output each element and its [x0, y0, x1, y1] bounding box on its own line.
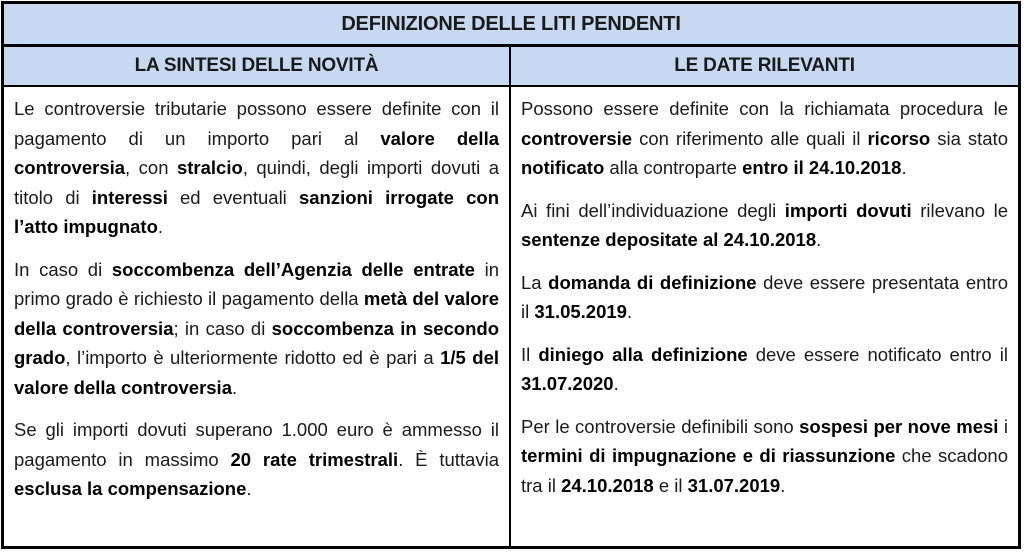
- text-run: domanda di definizione: [548, 271, 757, 293]
- column-header-sintesi-novita: LA SINTESI DELLE NOVITÀ: [4, 47, 511, 85]
- text-run: .: [626, 301, 633, 322]
- text-run: con riferimento alle quali il: [632, 127, 868, 149]
- text-run: sanzioni irrogate con l’atto impugnato: [14, 186, 499, 237]
- text-run: entro il 24.10.2018: [742, 157, 902, 178]
- column-header-row: [4, 47, 1018, 87]
- paragraph: [521, 412, 1008, 501]
- text-run: soccombenza dell’Agenzia delle entrate: [111, 258, 475, 280]
- text-run: .: [816, 229, 822, 250]
- text-run: esclusa la compensazione: [14, 478, 247, 499]
- column-header-date-rilevanti: LE DATE RILEVANTI: [674, 55, 855, 76]
- paragraph: [14, 94, 499, 242]
- text-run: 31.07.2020: [521, 373, 614, 394]
- content-row: [4, 87, 1018, 546]
- text-run: termini di impugnazione e di riassunzione: [521, 445, 896, 466]
- text-run: . È tuttavia: [398, 448, 499, 470]
- text-run: .: [232, 376, 238, 398]
- liti-pendenti-table: [1, 1, 1021, 549]
- paragraph: [521, 340, 1008, 399]
- text-run: e il: [653, 474, 688, 496]
- text-run: 1/5 del valore della controversia: [14, 347, 499, 398]
- text-run: 31.07.2019: [687, 474, 781, 496]
- text-run: notificato: [521, 157, 605, 178]
- text-run: ricorso: [867, 127, 931, 149]
- text-run: deve essere notificato entro il: [747, 343, 1008, 365]
- text-run: .: [901, 157, 907, 178]
- text-run: i: [998, 415, 1008, 437]
- paragraph: [521, 94, 1008, 183]
- text-run: Le controversie tributarie possono essere definite con il pagamento di un importo pari al: [14, 98, 499, 149]
- paragraph: [14, 415, 499, 504]
- text-run: Possono essere definite con la richiamata procedura le: [521, 98, 1008, 119]
- text-run: Per le controversie definibili sono: [521, 415, 800, 437]
- column-content-sintesi-novita: [4, 87, 511, 546]
- text-run: ; in caso di: [173, 317, 272, 339]
- text-run: deve essere presentata entro il: [521, 271, 1009, 322]
- text-run: stralcio: [176, 157, 243, 178]
- text-run: Il: [521, 343, 539, 365]
- text-run: , l’importo è ulteriormente ridotto ed è pari a: [65, 347, 441, 368]
- text-run: .: [780, 474, 786, 496]
- text-run: La: [521, 271, 549, 293]
- text-run: Ai fini dell’individuazione degli: [521, 199, 785, 221]
- text-run: 31.05.2019: [534, 301, 627, 322]
- text-run: che scadono tra il: [521, 445, 1008, 496]
- text-run: , con: [125, 157, 177, 178]
- text-run: importi dovuti: [784, 199, 912, 221]
- text-run: .: [157, 216, 164, 237]
- text-run: valore della controversia: [14, 127, 500, 178]
- text-run: ed eventuali: [167, 186, 299, 208]
- text-run: sospesi per nove mesi: [799, 415, 999, 437]
- text-run: sia stato: [930, 127, 1008, 149]
- text-run: Se gli importi dovuti superano 1.000 euro è ammesso il pagamento in massimo: [14, 419, 499, 470]
- text-run: 24.10.2018: [561, 474, 654, 496]
- text-run: sentenze depositate al 24.10.2018: [521, 229, 817, 250]
- column-content-date-rilevanti: [511, 87, 1018, 546]
- text-run: diniego alla definizione: [538, 343, 748, 365]
- text-run: metà del valore della controversia: [14, 288, 499, 339]
- text-run: in primo grado è richiesto il pagamento della: [14, 258, 499, 309]
- paragraph: [521, 196, 1008, 255]
- text-run: .: [613, 373, 619, 394]
- text-run: controversie: [521, 127, 633, 149]
- text-run: soccombenza in secondo grado: [14, 317, 500, 368]
- text-run: In caso di: [14, 258, 112, 280]
- text-run: interessi: [91, 186, 168, 208]
- text-run: rilevano le: [911, 199, 1009, 221]
- text-run: .: [246, 478, 252, 499]
- text-run: alla controparte: [604, 157, 743, 178]
- paragraph: [521, 268, 1008, 327]
- text-run: , quindi, degli importi dovuti a titolo di: [14, 157, 500, 208]
- table-title: DEFINIZIONE DELLE LITI PENDENTI: [4, 4, 1018, 47]
- paragraph: [14, 255, 499, 403]
- text-run: 20 rate trimestrali: [230, 448, 399, 470]
